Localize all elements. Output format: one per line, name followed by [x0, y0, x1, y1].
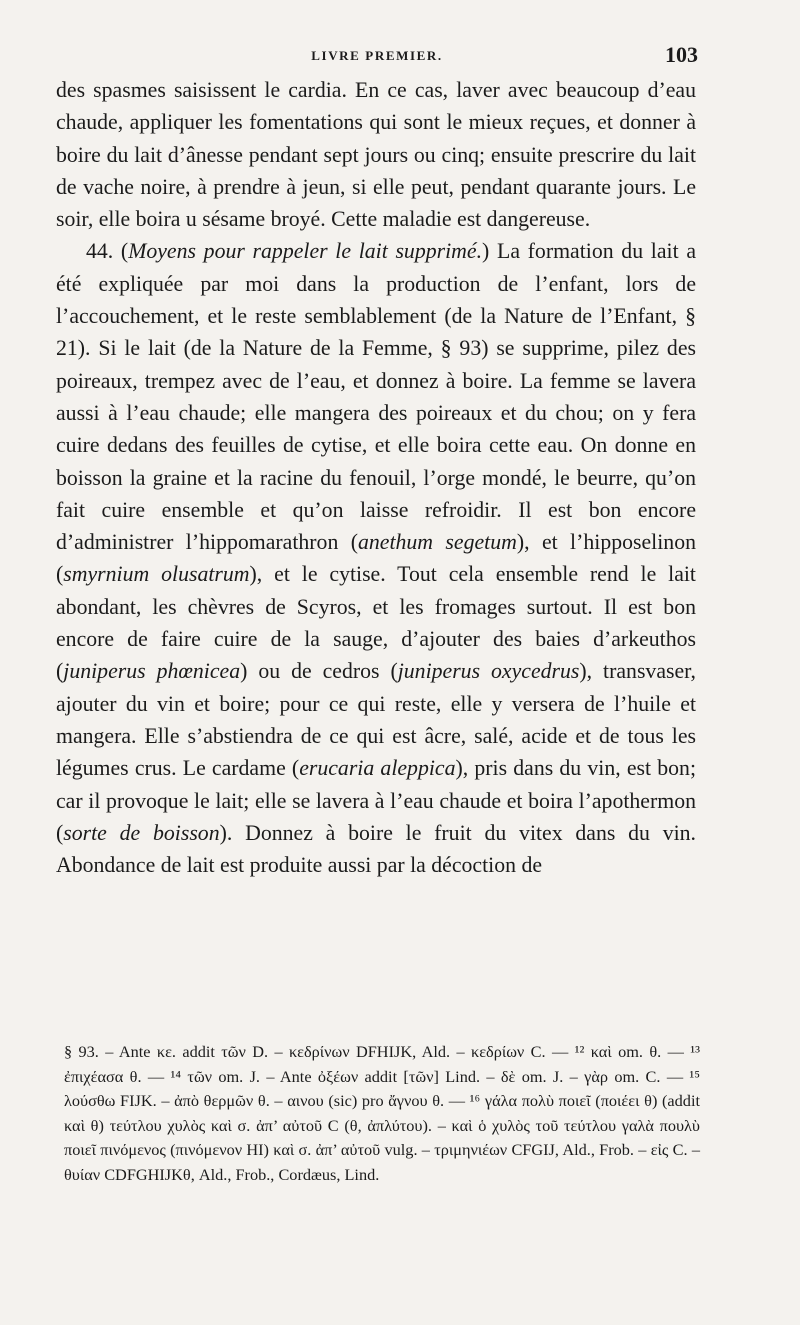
main-text: [56, 74, 696, 881]
paragraph-text: ), et le cytise. Tout cela ensemble rend le lait abondant, les chèvres de Scyros, et les fromages surtout. Il est bon encore de faire cuire de la sauge, d’ajouter des baies d’arkeuthos (: [56, 562, 696, 684]
paragraph-text: des spasmes saisissent le cardia. En ce cas, laver avec beaucoup d’eau chaude, appliquer les fomentations qui sont le mieux reçues, et donner à boire du lait d’ânesse pendant sept jours ou cinq; ensuite prescrire du lait de vache noire, à prendre à jeun, si elle peut, pendant quarante jours. Le soir, elle boira u sésame broyé. Cette maladie est dangereuse.: [56, 78, 696, 232]
page-number: 103: [665, 42, 698, 67]
paragraph-continued: [56, 74, 696, 235]
latin-name: anethum segetum: [357, 530, 517, 555]
running-title: LIVRE PREMIER.: [311, 48, 443, 63]
latin-name: smyrnium olusatrum: [63, 562, 250, 587]
section-number: 44.: [86, 239, 114, 264]
paragraph-text: ) ou de cedros (: [240, 659, 398, 684]
paragraph-section-44: 44. (Moyens pour rappeler le lait supprimé.) La formation du lait a été expliquée par moi dans la production de l’enfant, lors de l’accouchement, et le reste semblablement (de la Nature de l’Enfant, § 21). Si le lait (de la Nature de la Femme, § 93) se supprime, pilez des poireaux, trempez avec de l’eau, et donnez à boire. La femme se lavera aussi à l’eau chaude; elle mangera des poireaux et du chou; on y fera cuire dedans des feuilles de cytise, et elle boira cette eau. On donne en boisson la graine et la racine du fenouil, l’orge mondé, le beurre, qu’on fait cuire ensemble et qu’on laisse refroidir. Il est bon encore d’administrer l’hippomarathron (anethum segetum), et l’hipposelinon (smyrnium olusatrum), et le cytise. Tout cela ensemble rend le lait abondant, les chèvres de Scyros, et les fromages surtout. Il est bon encore de faire cuire de la sauge, d’ajouter des baies d’arkeuthos (juniperus phœnicea) ou de cedros (juniperus oxycedrus), transvaser, ajouter du vin et boire; pour ce qui reste, elle y versera de l’huile et mangera. Elle s’abstiendra de ce qui est âcre, salé, acide et de tous les légumes crus. Le cardame (erucaria aleppica), pris dans du vin, est bon; car il provoque le lait; elle se lavera à l’eau chaude et boira l’apothermon (sorte de boisson). Donnez à boire le fruit du vitex dans du vin. Abondance de lait est produite aussi par la décoction de: [56, 239, 697, 878]
critical-apparatus: [64, 1040, 700, 1188]
paragraph-text: ), pris dans du vin, est bon; car il provoque le lait; elle se lavera à l’eau chaude et boira l’apothermon (: [56, 756, 696, 845]
latin-name: juniperus phœnicea: [63, 659, 241, 684]
latin-name: erucaria aleppica: [299, 756, 456, 781]
paragraph-text: ). Donnez à boire le fruit du vitex dans du vin. Abondance de lait est produite aussi par la décoction de: [56, 820, 697, 878]
paragraph-text: ), et l’hipposelinon (: [56, 530, 696, 587]
latin-name: juniperus oxycedrus: [397, 659, 580, 684]
section-heading: Moyens pour rappeler le lait supprimé.: [128, 239, 483, 264]
footnote-text: § 93. – Ante κε. addit τῶν D. – κεδρίνων DFHIJK, Ald. – κεδρίων C. — ¹² καὶ om. θ. — ¹³ ἐπιχέασα θ. — ¹⁴ τῶν om. J. – Ante ὀξέων addit [τῶν] Lind. – δὲ om. J. – γὰρ om. C. — ¹⁵ λούσθω FIJK. – ἀπὸ θερμῶν θ. – αινου (sic) pro ἄγνου θ. — ¹⁶ γάλα πολὺ ποιεῖ (ποιέει θ) (addit καὶ θ) τεύτλου χυλὸς καὶ σ. ἀπ’ αὐτοῦ C (θ, ἀπλύτου). – καὶ ὁ χυλὸς τοῦ τεύτλου γαλὰ πουλὺ ποιεῖ πινόμενος (πινόμενον HI) καὶ σ. ἀπ’ αὐτοῦ vulg. – τριμηνιέων CFGIJ, Ald., Frob. – εἰς C. – θυίαν CDFGHIJKθ, Ald., Frob., Cordæus, Lind.: [64, 1042, 700, 1184]
paragraph-text: La formation du lait a été expliquée par moi dans la production de l’enfant, lors de l’accouchement, et le reste semblablement (de la Nature de l’Enfant, § 21). Si le lait (de la Nature de la Femme, § 93) se supprime, pilez des poireaux, trempez avec de l’eau, et donnez à boire. La femme se lavera aussi à l’eau chaude; elle mangera des poireaux et du chou; on y fera cuire dedans des feuilles de cytise, et elle boira cette eau. On donne en boisson la graine et la racine du fenouil, l’orge mondé, le beurre, qu’on fait cuire ensemble et qu’on laisse refroidir. Il est bon encore d’administrer l’hippomarathron (: [56, 239, 696, 555]
running-head: [56, 42, 698, 72]
gloss: sorte de boisson: [63, 820, 220, 845]
paragraph-text: ), transvaser, ajouter du vin et boire; pour ce qui reste, elle y versera de l’huile et mangera. Elle s’abstiendra de ce qui est âcre, salé, acide et de tous les légumes crus. Le cardame (: [56, 659, 696, 781]
